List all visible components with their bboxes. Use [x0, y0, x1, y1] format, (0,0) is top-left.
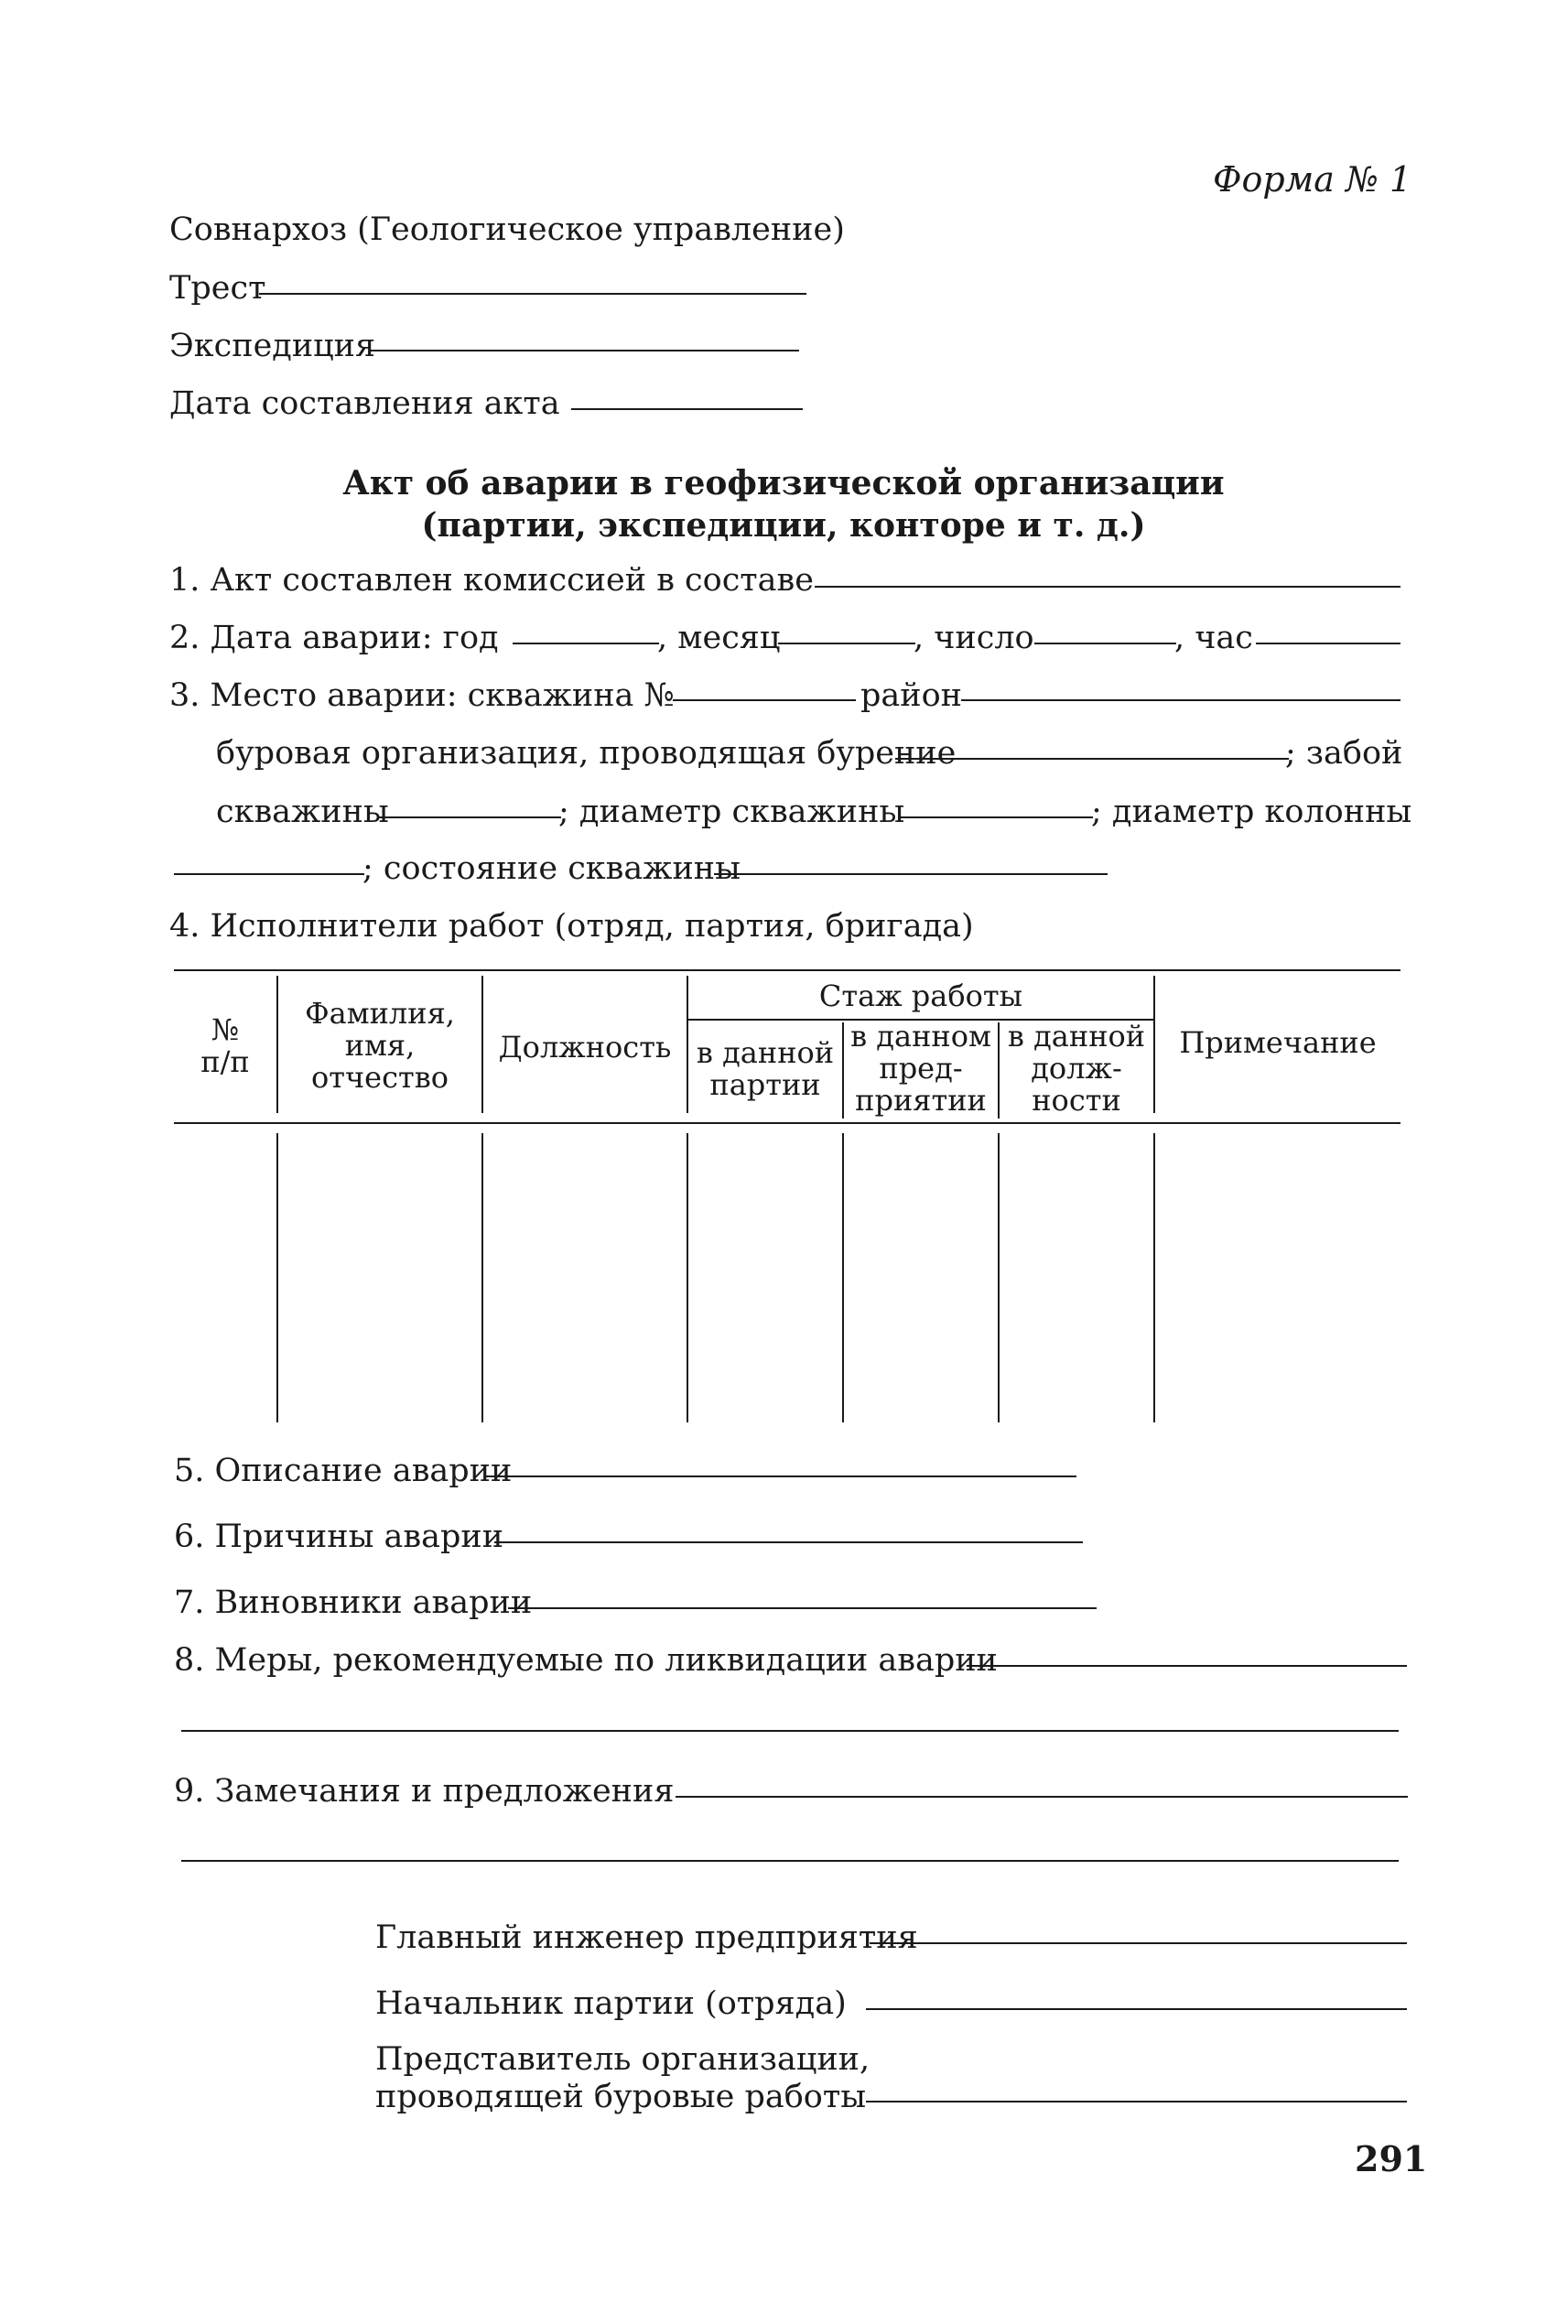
signature-representative-line [866, 2101, 1407, 2102]
item-2-month-line [778, 643, 915, 644]
table-header-stazh-party [688, 1037, 842, 1101]
document-title-line2: (партии, экспедиции, конторе и т. д.) [421, 506, 1146, 545]
item-3-state-label: ; состояние скважины [362, 850, 741, 887]
item-8-extra-line [181, 1730, 1399, 1732]
item-7-label: 7. Виновники аварии [174, 1584, 533, 1621]
table-col-divider-4-body [842, 1133, 844, 1422]
trest-fill-line [259, 293, 806, 295]
document-title-line1: Акт об аварии в геофизической организации [342, 464, 1225, 503]
signature-chief-engineer-line [870, 1942, 1407, 1944]
table-header-fio-line3: отчество [311, 1060, 449, 1096]
item-6-label: 6. Причины аварии [174, 1519, 504, 1555]
item-2-day-line [1034, 643, 1176, 644]
table-header-dolzhnost: Должность [498, 1030, 672, 1065]
table-header-stazh-position-line1: в данной [1007, 1019, 1146, 1054]
item-6-fill-line [494, 1541, 1083, 1543]
table-header-stazh-enterprise-line3: приятии [855, 1083, 987, 1119]
trest-label: Трест [169, 270, 266, 307]
item-9-fill-line [676, 1796, 1408, 1798]
item-2-hour-label: , час [1174, 620, 1253, 656]
signature-party-head-line [866, 2008, 1407, 2010]
item-3-drilling-org-label: буровая организация, проводящая бурение [216, 735, 957, 772]
item-9-extra-line [181, 1860, 1399, 1862]
table-header-primechanie: Примечание [1179, 1025, 1377, 1060]
table-top-rule [174, 969, 1400, 971]
table-header-num-line2: п/п [200, 1044, 250, 1080]
table-header-fio-line1: Фамилия, [305, 996, 455, 1031]
item-3-district-line [961, 699, 1400, 701]
table-header-stazh-enterprise [844, 1021, 998, 1118]
item-2-label: 2. Дата аварии: год [169, 620, 499, 656]
table-col-divider-3-body [687, 1133, 688, 1422]
item-7-fill-line [508, 1607, 1097, 1609]
table-header-stazh-position [1000, 1021, 1153, 1118]
table-header-num-line1: № [211, 1012, 240, 1047]
table-col-divider-5-body [998, 1133, 1000, 1422]
item-2-day-label: , число [914, 620, 1034, 656]
table-header-stazh-party-line1: в данной [696, 1035, 835, 1070]
sovnarkhoz-label: Совнархоз (Геологическое управление) [169, 211, 845, 248]
signature-party-head-label: Начальник партии (отряда) [375, 1985, 847, 2022]
item-3-well-label: скважины [216, 794, 389, 830]
table-col-divider-6-body [1153, 1133, 1155, 1422]
table-header-fio-line2: имя, [344, 1028, 416, 1064]
table-col-divider-1-body [276, 1133, 278, 1422]
item-2-hour-line [1256, 643, 1400, 644]
table-header-rule [174, 1122, 1400, 1124]
table-header-stazh-party-line2: партии [709, 1067, 821, 1103]
item-3-bottom-label: ; забой [1285, 735, 1403, 772]
item-2-month-label: , месяц [657, 620, 781, 656]
table-header-num [174, 1014, 276, 1078]
ekspeditsiya-label: Экспедиция [169, 328, 376, 364]
item-9-label: 9. Замечания и предложения [174, 1773, 675, 1810]
table-header-stazh-enterprise-line1: в данном [850, 1019, 991, 1054]
item-5-fill-line [485, 1475, 1076, 1477]
item-3-well-diameter-line [901, 816, 1093, 818]
item-3-label: 3. Место аварии: скважина № [169, 677, 675, 714]
item-3-state-line [714, 873, 1108, 875]
item-3-column-diameter-line [174, 873, 364, 875]
signature-chief-engineer-label: Главный инженер предприятия [375, 1919, 918, 1956]
table-col-divider-2-body [481, 1133, 483, 1422]
item-8-fill-line [967, 1665, 1407, 1667]
table-header-fio [278, 998, 481, 1095]
item-5-label: 5. Описание аварии [174, 1453, 513, 1489]
item-8-label: 8. Меры, рекомендуемые по ликвидации аварии [174, 1642, 998, 1679]
item-4-label: 4. Исполнители работ (отряд, партия, бригада) [169, 908, 974, 945]
form-number: Форма № 1 [1213, 159, 1412, 200]
item-3-bottom-line [378, 816, 561, 818]
ekspeditsiya-fill-line [371, 350, 799, 351]
item-3-district-label: район [860, 677, 962, 714]
signature-representative-line2: проводящей буровые работы [375, 2079, 867, 2115]
item-1-label: 1. Акт составлен комиссией в составе [169, 562, 814, 599]
data-akta-label: Дата составления акта [169, 385, 560, 422]
signature-representative-line1: Представитель организации, [375, 2041, 871, 2078]
table-header-stazh: Стаж работы [818, 978, 1023, 1013]
page-number: 291 [1355, 2138, 1428, 2179]
data-akta-fill-line [571, 408, 803, 410]
item-3-well-diameter-label: ; диаметр скважины [558, 794, 905, 830]
table-header-stazh-position-line3: ности [1032, 1083, 1121, 1119]
item-3-column-diameter-label: ; диаметр колонны [1091, 794, 1412, 830]
item-1-fill-line [815, 586, 1400, 588]
item-2-year-line [513, 643, 659, 644]
table-header-stazh-position-line2: долж- [1031, 1051, 1122, 1086]
item-3-well-line [673, 699, 856, 701]
item-3-drilling-org-line [895, 758, 1289, 760]
table-header-stazh-enterprise-line2: пред- [879, 1051, 963, 1086]
